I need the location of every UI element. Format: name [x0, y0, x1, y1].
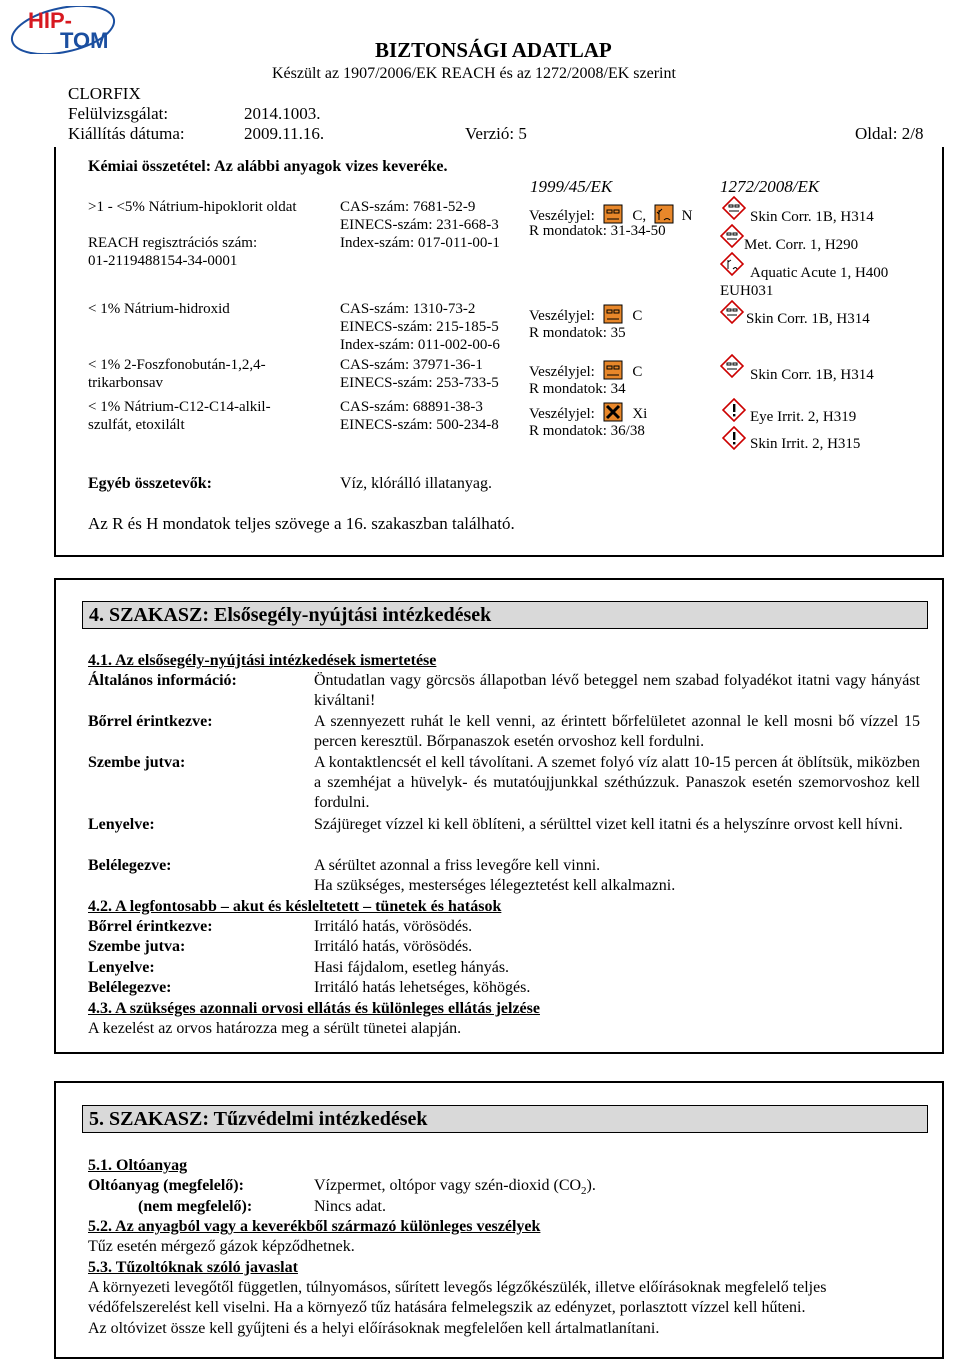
r-phrases: R mondatok: 35	[529, 325, 626, 341]
danger-label: Veszélyjel:	[529, 406, 595, 422]
einecs-number: EINECS-szám: 215-185-5	[340, 319, 499, 335]
r-phrases: R mondatok: 34	[529, 381, 626, 397]
aid-text: A kontaktlencsét el kell távolítani. A szemet folyó víz alatt 10-15 percen át öblítsük, miközben a szemhéjat a hüvelyk- és mutatóujjunkkal széthúzzuk. Panaszok esetén szemorvoshoz kell fordulni.	[314, 754, 920, 811]
subsection-5-1: 5.1. Oltóanyag	[88, 1157, 188, 1174]
corrosive-icon	[603, 304, 623, 324]
clp-classification: Eye Irrit. 2, H319	[750, 409, 857, 425]
aid-label: Belélegezve:	[88, 857, 172, 874]
einecs-number: EINECS-szám: 231-668-3	[340, 217, 499, 233]
subsection-5-3: 5.3. Tűzoltóknak szóló javaslat	[88, 1259, 298, 1276]
danger-row	[529, 304, 642, 325]
danger-symbol: C,	[632, 208, 647, 224]
einecs-number: EINECS-szám: 253-733-5	[340, 375, 499, 391]
document-title: BIZTONSÁGI ADATLAP	[375, 38, 612, 62]
danger-label: Veszélyjel:	[529, 364, 595, 380]
corrosive-icon	[603, 360, 623, 380]
aid-text-cont: Ha szükséges, mesterséges lélegeztetést kell alkalmazni.	[314, 877, 676, 894]
cas-number: CAS-szám: 7681-52-9	[340, 199, 476, 215]
co2-subscript: 2	[581, 1185, 587, 1198]
subsection-5-3-text: A környezeti levegőtől független, túlnyomásos, sűrített levegős légzőkészülék, illetve előírásoknak megfelelő teljes	[88, 1279, 827, 1296]
unsuitable-media-text: Nincs adat.	[314, 1198, 386, 1215]
issue-date: 2009.11.16.	[244, 124, 325, 143]
logo-text-top: HIP-	[28, 8, 72, 33]
component-name: >1 - <5% Nátrium-hipoklorit oldat	[88, 199, 297, 215]
index-number: Index-szám: 011-002-00-6	[340, 337, 500, 353]
environment-pictogram-icon	[720, 252, 744, 276]
col-header-1999: 1999/45/EK	[530, 177, 613, 196]
exclamation-pictogram-icon	[722, 398, 746, 422]
reach-number: 01-2119488154-34-0001	[88, 253, 238, 269]
version: Verzió: 5	[465, 124, 527, 143]
irritant-icon	[603, 402, 623, 422]
col-header-1272: 1272/2008/EK	[720, 177, 820, 196]
review-label: Felülvizsgálat:	[68, 104, 169, 123]
suitable-media-text	[314, 1176, 596, 1198]
danger-symbol: Xi	[632, 406, 648, 422]
danger-symbol: C	[632, 364, 643, 380]
suitable-media-label: Oltóanyag (megfelelő):	[88, 1177, 244, 1194]
danger-symbol-2: N	[681, 208, 693, 224]
logo-text-bottom: TOM	[60, 28, 109, 53]
danger-label: Veszélyjel:	[529, 208, 595, 224]
symptom-label: Szembe jutva:	[88, 938, 186, 955]
einecs-number: EINECS-szám: 500-234-8	[340, 417, 499, 433]
phrases-note: Az R és H mondatok teljes szövege a 16. szakaszban található.	[88, 514, 515, 533]
danger-row	[529, 360, 642, 381]
symptom-text: Irritáló hatás lehetséges, köhögés.	[314, 979, 531, 996]
issue-label: Kiállítás dátuma:	[68, 124, 185, 143]
component-name: < 1% Nátrium-C12-C14-alkil-	[88, 399, 271, 415]
symptom-label: Belélegezve:	[88, 979, 172, 996]
subsection-5-2: 5.2. Az anyagból vagy a keverékből származó különleges veszélyek	[88, 1218, 541, 1235]
environment-icon	[654, 204, 674, 224]
suitable-media-main: Vízpermet, oltópor vagy szén-dioxid (CO	[314, 1177, 582, 1194]
subsection-4-1: 4.1. Az elsősegély-nyújtási intézkedések ismertetése	[88, 652, 437, 669]
cas-number: CAS-szám: 1310-73-2	[340, 301, 476, 317]
subsection-5-2-text: Tűz esetén mérgező gázok képződhetnek.	[88, 1238, 355, 1255]
clp-classification: Skin Corr. 1B, H314	[750, 209, 874, 225]
aid-label: Általános információ:	[88, 672, 237, 689]
corrosion-pictogram-icon	[720, 224, 744, 248]
subsection-4-3-text: A kezelést az orvos határozza meg a sérült tünetei alapján.	[88, 1020, 462, 1037]
component-name: < 1% Nátrium-hidroxid	[88, 301, 230, 317]
danger-symbol: C	[632, 308, 643, 324]
corrosion-pictogram-icon	[720, 354, 744, 378]
r-phrases: R mondatok: 31-34-50	[529, 223, 666, 239]
subsection-4-2: 4.2. A legfontosabb – akut és késleltetett – tünetek és hatások	[88, 898, 502, 915]
subsection-5-3-text: védőfelszerelést kell viselni. Ha a környező tűz hatására felmelegszik az edényzet, porlasztott vízzel kell hűteni.	[88, 1299, 806, 1316]
component-name: < 1% 2-Foszfonobután-1,2,4-	[88, 357, 266, 373]
index-number: Index-szám: 017-011-00-1	[340, 235, 500, 251]
clp-classification: Aquatic Acute 1, H400	[750, 265, 889, 281]
aid-label: Szembe jutva:	[88, 754, 186, 771]
composition-intro: Kémiai összetétel: Az alábbi anyagok vizes keveréke.	[88, 158, 448, 175]
danger-label: Veszélyjel:	[529, 308, 595, 324]
suitable-media-end: ).	[586, 1177, 596, 1194]
component-name-cont: trikarbonsav	[88, 375, 163, 391]
aid-text: Szájüreget vízzel ki kell öblíteni, a sérülttel vizet kell itatni és a helyszínre orvost kell hívni.	[314, 816, 903, 833]
corrosion-pictogram-icon	[720, 300, 744, 324]
section-4-title: 4. SZAKASZ: Elsősegély-nyújtási intézkedések	[82, 601, 928, 629]
section-5-title: 5. SZAKASZ: Tűzvédelmi intézkedések	[82, 1105, 928, 1133]
document-subtitle: Készült az 1907/2006/EK REACH és az 1272/2008/EK szerint	[272, 65, 676, 82]
logo	[8, 6, 118, 54]
page-number: Oldal: 2/8	[855, 124, 924, 143]
symptom-label: Lenyelve:	[88, 959, 155, 976]
corrosion-pictogram-icon	[722, 196, 746, 220]
symptom-label: Bőrrel érintkezve:	[88, 918, 213, 935]
subsection-5-3-text: Az oltóvizet össze kell gyűjteni és a helyi előírásoknak megfelelően kell ártalmatlanítani.	[88, 1320, 660, 1337]
aid-label: Lenyelve:	[88, 816, 155, 833]
clp-classification: Met. Corr. 1, H290	[744, 237, 859, 253]
r-phrases: R mondatok: 36/38	[529, 423, 645, 439]
clp-classification: EUH031	[720, 283, 774, 299]
review-date: 2014.1003.	[244, 104, 321, 123]
subsection-4-3: 4.3. A szükséges azonnali orvosi ellátás és különleges ellátás jelzése	[88, 1000, 540, 1017]
other-ingredients-label: Egyéb összetevők:	[88, 475, 212, 492]
aid-text: Öntudatlan vagy görcsös állapotban lévő beteggel nem szabad folyadékot itatni vagy hányást kiváltani!	[314, 672, 920, 709]
reach-label: REACH regisztrációs szám:	[88, 235, 258, 251]
aid-text: A szennyezett ruhát le kell venni, az érintett bőrfelületet azonnal le kell mosni bő vízzel 15 percen keresztül. Bőrpanaszok esetén orvoshoz kell fordulni.	[314, 713, 920, 750]
aid-text: A sérültet azonnal a friss levegőre kell vinni.	[314, 857, 601, 874]
unsuitable-media-label: (nem megfelelő):	[138, 1198, 253, 1215]
other-ingredients-value: Víz, klórálló illatanyag.	[340, 475, 492, 492]
exclamation-pictogram-icon	[722, 426, 746, 450]
corrosive-icon	[603, 204, 623, 224]
danger-row	[529, 402, 647, 423]
symptom-text: Hasi fájdalom, esetleg hányás.	[314, 959, 510, 976]
aid-label: Bőrrel érintkezve:	[88, 713, 213, 730]
product-name: CLORFIX	[68, 84, 141, 103]
symptom-text: Irritáló hatás, vörösödés.	[314, 938, 473, 955]
component-name-cont: szulfát, etoxilált	[88, 417, 185, 433]
clp-classification: Skin Irrit. 2, H315	[750, 436, 861, 452]
symptom-text: Irritáló hatás, vörösödés.	[314, 918, 473, 935]
clp-classification: Skin Corr. 1B, H314	[746, 311, 870, 327]
clp-classification: Skin Corr. 1B, H314	[750, 367, 874, 383]
cas-number: CAS-szám: 68891-38-3	[340, 399, 483, 415]
cas-number: CAS-szám: 37971-36-1	[340, 357, 483, 373]
